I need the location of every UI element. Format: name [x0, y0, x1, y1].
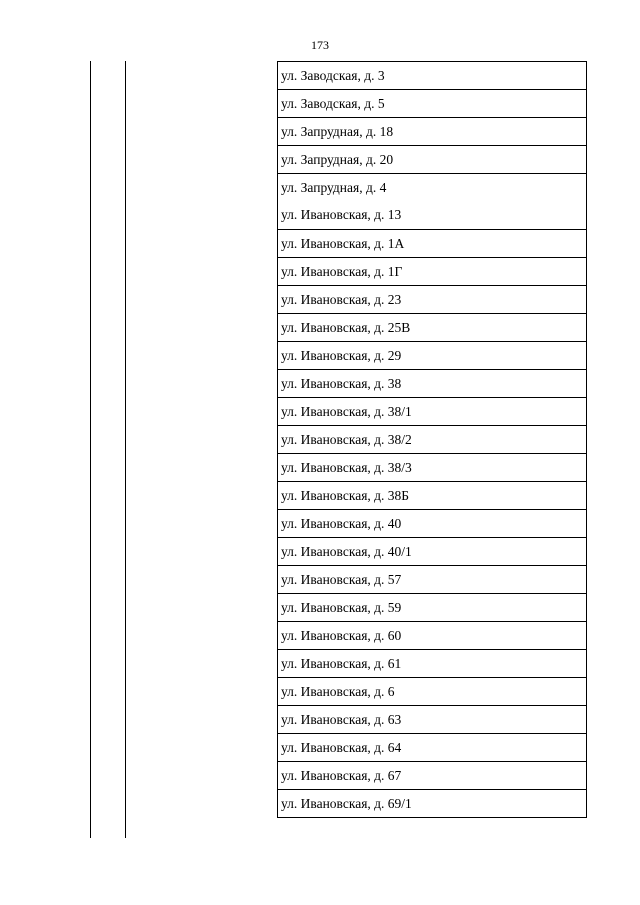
address-cell: ул. Ивановская, д. 6 [278, 677, 587, 705]
table-row [278, 146, 587, 174]
table-row [278, 257, 587, 285]
address-cell: ул. Ивановская, д. 38/1 [278, 397, 587, 425]
address-cell: ул. Ивановская, д. 63 [278, 705, 587, 733]
address-cell: ул. Ивановская, д. 69/1 [278, 789, 587, 817]
table-row [278, 621, 587, 649]
table-row [278, 174, 587, 202]
address-cell: ул. Ивановская, д. 59 [278, 593, 587, 621]
table-row [278, 509, 587, 537]
table-row [278, 201, 587, 229]
table-row [278, 313, 587, 341]
address-cell: ул. Запрудная, д. 4 [278, 174, 587, 202]
address-cell: ул. Ивановская, д. 1А [278, 229, 587, 257]
address-cell: ул. Ивановская, д. 67 [278, 761, 587, 789]
address-cell: ул. Ивановская, д. 38/2 [278, 425, 587, 453]
address-cell: ул. Ивановская, д. 29 [278, 341, 587, 369]
address-cell: ул. Ивановская, д. 40/1 [278, 537, 587, 565]
table-row [278, 565, 587, 593]
table-row [278, 425, 587, 453]
table-row [278, 341, 587, 369]
table-row [278, 369, 587, 397]
address-cell: ул. Ивановская, д. 60 [278, 621, 587, 649]
table-row [278, 229, 587, 257]
table-row [278, 677, 587, 705]
table-row [278, 733, 587, 761]
address-cell: ул. Ивановская, д. 38 [278, 369, 587, 397]
table-column-divider-left [90, 61, 91, 838]
table-row [278, 90, 587, 118]
address-cell: ул. Ивановская, д. 38/3 [278, 453, 587, 481]
address-cell: ул. Ивановская, д. 57 [278, 565, 587, 593]
address-cell: ул. Заводская, д. 3 [278, 62, 587, 90]
table-row [278, 62, 587, 90]
address-cell: ул. Ивановская, д. 23 [278, 285, 587, 313]
address-cell: ул. Ивановская, д. 61 [278, 649, 587, 677]
table-row [278, 118, 587, 146]
address-cell: ул. Ивановская, д. 1Г [278, 257, 587, 285]
address-cell: ул. Ивановская, д. 40 [278, 509, 587, 537]
table-row [278, 285, 587, 313]
address-cell: ул. Запрудная, д. 20 [278, 146, 587, 174]
table-row [278, 593, 587, 621]
table-column-divider-middle [125, 61, 126, 838]
table-row [278, 649, 587, 677]
address-cell: ул. Ивановская, д. 25В [278, 313, 587, 341]
page-number: 173 [311, 38, 329, 52]
address-cell: ул. Ивановская, д. 38Б [278, 481, 587, 509]
table-row [278, 537, 587, 565]
table-row [278, 705, 587, 733]
table-row [278, 453, 587, 481]
address-cell: ул. Ивановская, д. 64 [278, 733, 587, 761]
table-row [278, 481, 587, 509]
table-row [278, 789, 587, 817]
table-row [278, 761, 587, 789]
address-table [277, 61, 587, 818]
address-cell: ул. Запрудная, д. 18 [278, 118, 587, 146]
address-cell: ул. Ивановская, д. 13 [278, 201, 587, 229]
address-cell: ул. Заводская, д. 5 [278, 90, 587, 118]
table-row [278, 397, 587, 425]
